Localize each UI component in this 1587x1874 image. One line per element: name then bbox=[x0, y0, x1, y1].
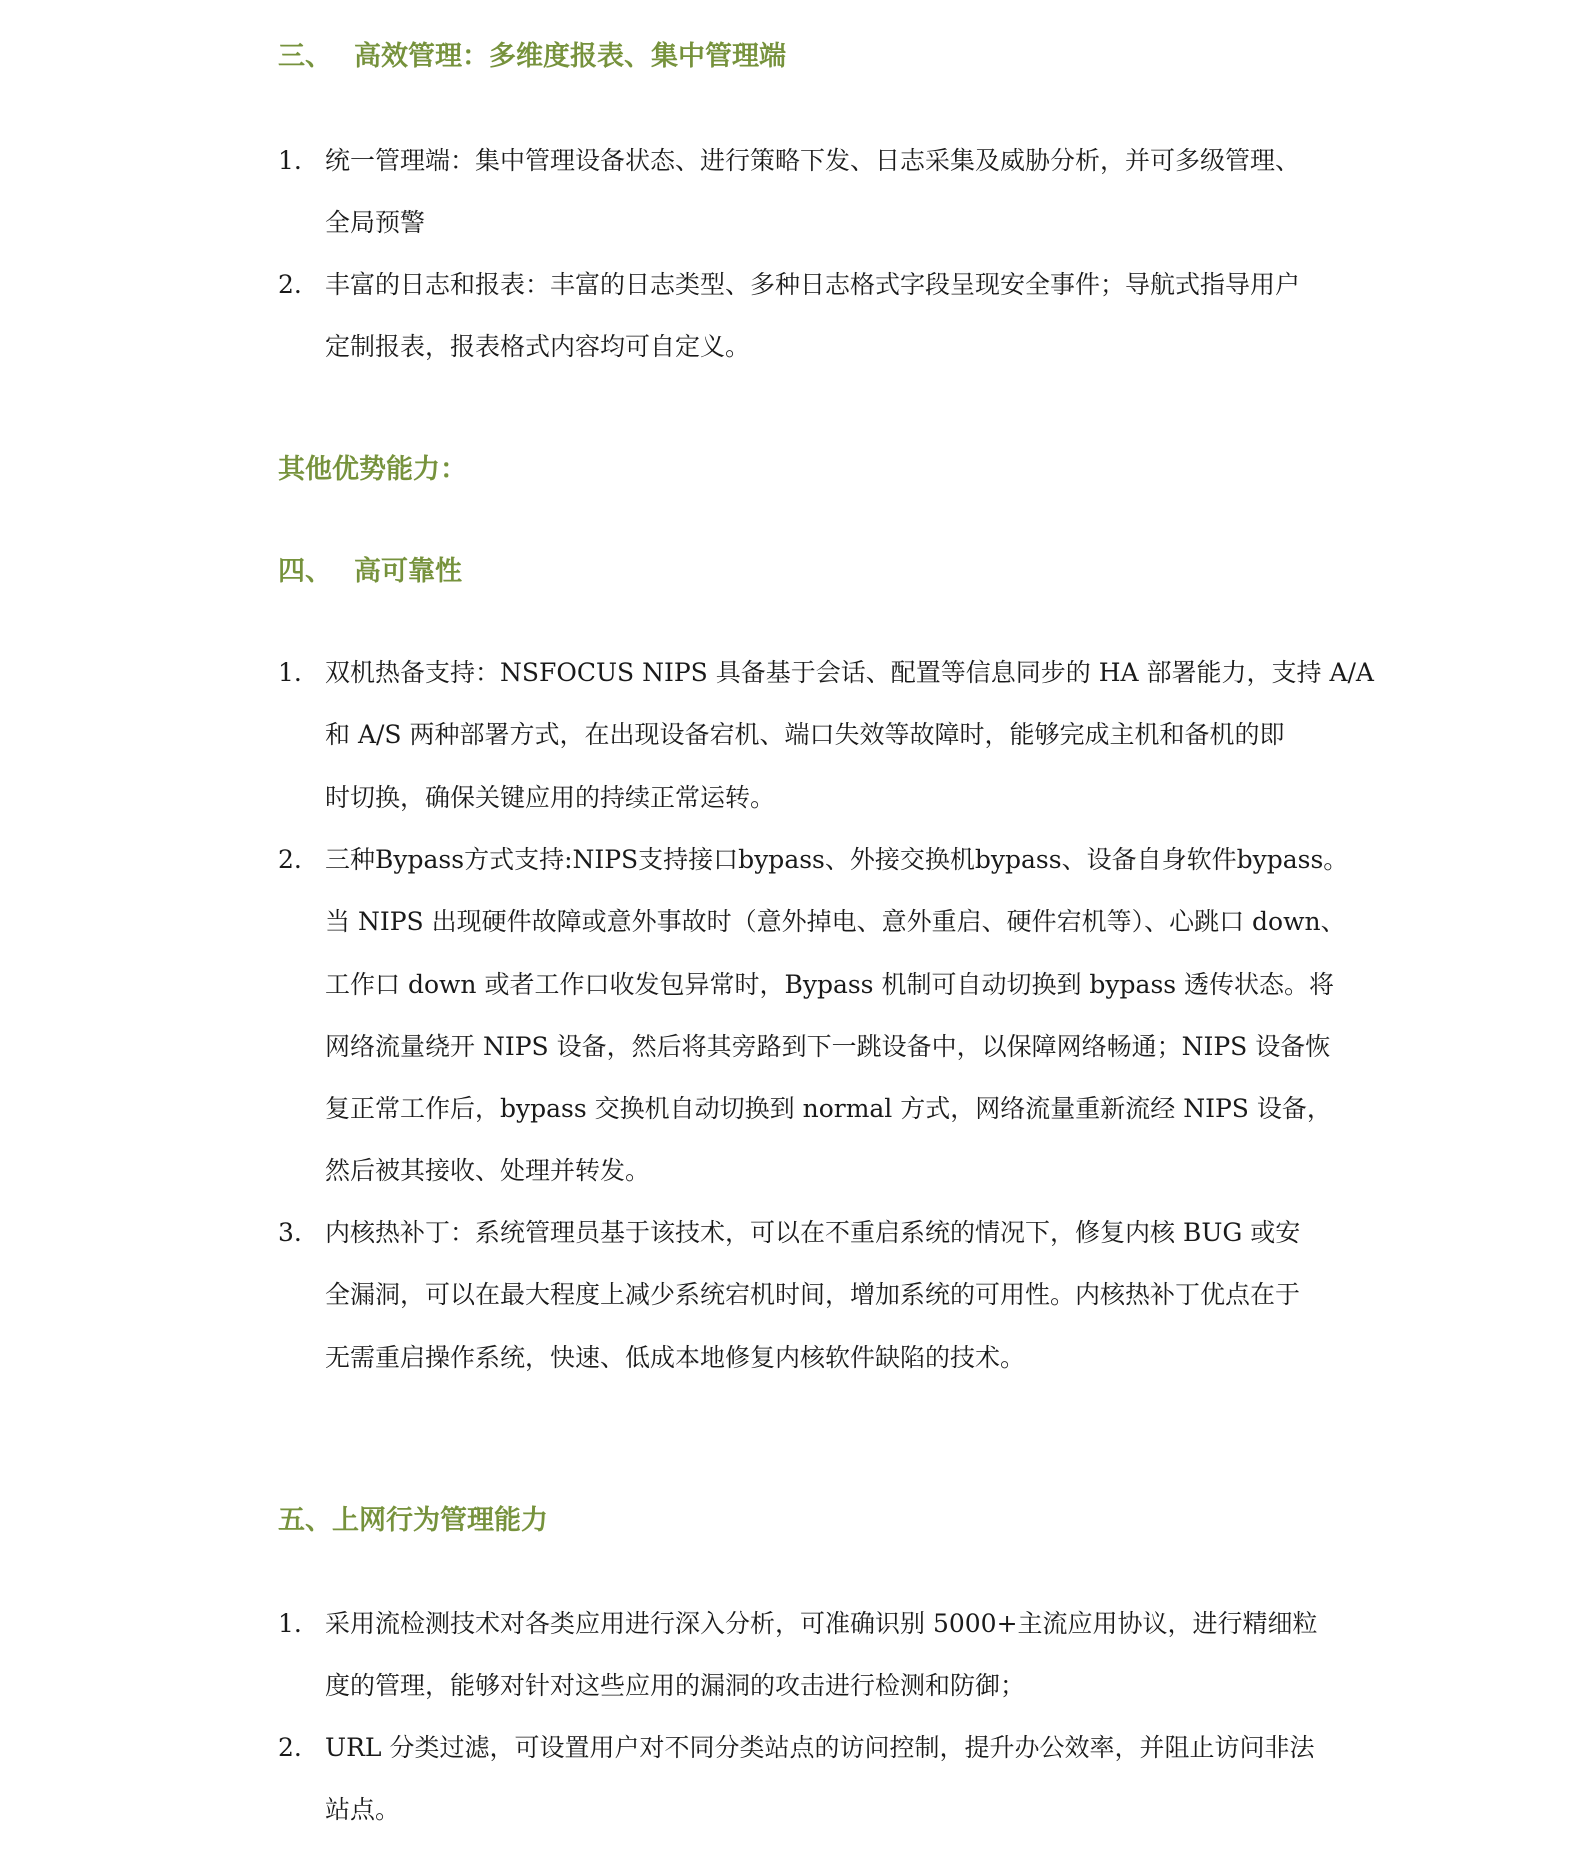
text-line: 定制报表，报表格式内容均可自定义。 bbox=[325, 332, 751, 362]
section-title: 上网行为管理能力 bbox=[332, 1505, 548, 1536]
list-item-5-2 bbox=[278, 1717, 1358, 1842]
item-number: 2. bbox=[278, 845, 302, 874]
list-item-4-2 bbox=[278, 829, 1358, 1203]
text-line: 站点。 bbox=[325, 1795, 401, 1825]
text-line: 当 NIPS 出现硬件故障或意外事故时（意外掉电、意外重启、硬件宕机等）、心跳口 down、 bbox=[325, 907, 1346, 937]
item-text bbox=[325, 829, 1358, 1203]
text-line: 度的管理，能够对针对这些应用的漏洞的攻击进行检测和防御； bbox=[325, 1671, 1026, 1701]
text-line: 工作口 down 或者工作口收发包异常时，Bypass 机制可自动切换到 bypass 透传状态。将 bbox=[325, 969, 1335, 999]
item-text bbox=[325, 254, 1358, 379]
text-line: 复正常工作后，bypass 交换机自动切换到 normal 方式，网络流量重新流经 NIPS 设备， bbox=[325, 1094, 1332, 1124]
item-text bbox=[325, 130, 1358, 255]
list-item-5-1 bbox=[278, 1593, 1358, 1718]
list-item-4-3 bbox=[278, 1202, 1358, 1389]
item-number: 1. bbox=[278, 146, 302, 175]
text-line: 时切换，确保关键应用的持续正常运转。 bbox=[325, 782, 776, 812]
text-line: 和 A/S 两种部署方式，在出现设备宕机、端口失效等故障时，能够完成主机和备机的即 bbox=[325, 720, 1285, 750]
section-number: 三、 bbox=[278, 41, 332, 72]
other-advantages-heading bbox=[278, 452, 467, 488]
text-line: 采用流检测技术对各类应用进行深入分析，可准确识别 5000+主流应用协议，进行精细粒 bbox=[325, 1609, 1318, 1638]
section-heading-3 bbox=[278, 39, 786, 75]
item-number: 1. bbox=[278, 1609, 302, 1638]
list-item-3-1 bbox=[278, 130, 1358, 255]
text-line: 双机热备支持：NSFOCUS NIPS 具备基于会话、配置等信息同步的 HA 部署能力，支持 A/A bbox=[325, 658, 1374, 687]
section-heading-4 bbox=[278, 554, 462, 590]
section-title: 高效管理：多维度报表、集中管理端 bbox=[354, 41, 786, 72]
list-item-4-1 bbox=[278, 642, 1374, 829]
section-title: 高可靠性 bbox=[354, 556, 462, 587]
item-text bbox=[325, 1202, 1358, 1389]
item-number: 3. bbox=[278, 1218, 302, 1247]
text-line: 网络流量绕开 NIPS 设备，然后将其旁路到下一跳设备中，以保障网络畅通；NIPS 设备恢 bbox=[325, 1031, 1331, 1061]
text-line: 丰富的日志和报表：丰富的日志类型、多种日志格式字段呈现安全事件；导航式指导用户 bbox=[325, 270, 1301, 299]
text-line: 内核热补丁：系统管理员基于该技术，可以在不重启系统的情况下，修复内核 BUG 或安 bbox=[325, 1218, 1301, 1247]
item-text bbox=[325, 1593, 1358, 1718]
list-item-3-2 bbox=[278, 254, 1358, 379]
item-number: 2. bbox=[278, 270, 302, 299]
text-line: 全局预警 bbox=[325, 208, 426, 238]
section-number: 五、 bbox=[278, 1505, 332, 1536]
text-line: 然后被其接收、处理并转发。 bbox=[325, 1156, 651, 1186]
section-title: 其他优势能力： bbox=[278, 454, 467, 485]
item-number: 2. bbox=[278, 1733, 302, 1762]
item-text bbox=[325, 642, 1374, 829]
section-number: 四、 bbox=[278, 556, 332, 587]
text-line: 无需重启操作系统，快速、低成本地修复内核软件缺陷的技术。 bbox=[325, 1342, 1026, 1372]
item-text bbox=[325, 1717, 1358, 1842]
item-number: 1. bbox=[278, 658, 302, 687]
text-line: 三种Bypass方式支持:NIPS支持接口bypass、外接交换机bypass、设备自身软件bypass。 bbox=[325, 845, 1349, 874]
text-line: 统一管理端：集中管理设备状态、进行策略下发、日志采集及威胁分析，并可多级管理、 bbox=[325, 146, 1301, 175]
text-line: 全漏洞，可以在最大程度上减少系统宕机时间，增加系统的可用性。内核热补丁优点在于 bbox=[325, 1280, 1301, 1310]
section-heading-5 bbox=[278, 1503, 548, 1539]
text-line: URL 分类过滤，可设置用户对不同分类站点的访问控制，提升办公效率，并阻止访问非法 bbox=[325, 1733, 1315, 1762]
